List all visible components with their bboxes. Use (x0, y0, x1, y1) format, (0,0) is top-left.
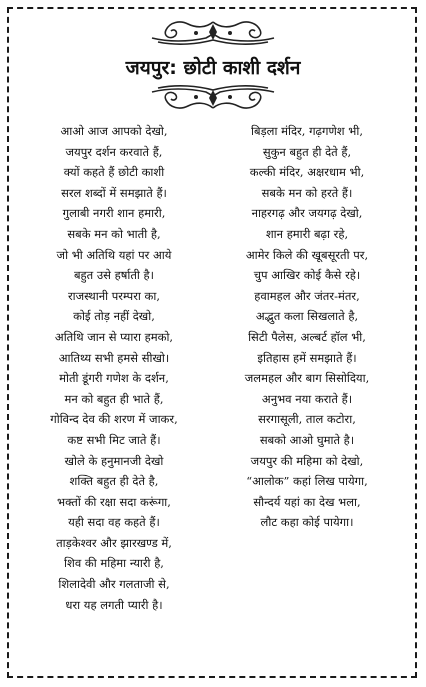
poem-line: शक्ति बहुत ही देते है, (69, 474, 159, 489)
poem-line: सरगासूली, ताल कटोरा, (258, 412, 356, 427)
poem-column-left (14, 121, 214, 615)
poem-line: नाहरगढ़ और जयगढ़ देखो, (251, 206, 363, 221)
poem-line: “आलोक” कहां लिख पायेगा, (246, 474, 368, 489)
poem-line: शिव की महिमा न्यारी है, (64, 556, 164, 571)
poem-line: अनुभव नया कराते हैं। (261, 391, 353, 406)
poem-line: कष्ट सभी मिट जाते हैं। (67, 432, 161, 447)
poem-line: बिड़ला मंदिर, गढ़गणेश भी, (250, 124, 364, 138)
poem-line: सरल शब्दों में समझाते हैं। (61, 185, 167, 200)
poem-line: आतिथ्य सभी हमसे सीखो। (58, 350, 170, 365)
page-title: जयपुर: छोटी काशी दर्शन (125, 57, 301, 79)
poem-line: सबके मन को हरते हैं। (261, 185, 353, 200)
ornament-bottom (0, 84, 426, 114)
poem-line: इतिहास हमें समझाते हैं। (257, 350, 357, 365)
poem-line: जयपुर दर्शन करवाते हैं, (65, 144, 163, 159)
poem-line: गोविन्द देव की शरण में जाकर, (50, 412, 178, 427)
poem-line: शिलादेवी और गलताजी से, (58, 577, 170, 592)
poem-line: मन को बहुत ही भाते हैं, (64, 391, 164, 406)
poem-line: जलमहल और बाग सिसोदिया, (244, 371, 370, 386)
poem-line: जयपुर की महिमा को देखो, (250, 453, 364, 468)
poem-line: क्यों कहते हैं छोटी काशी (63, 165, 165, 180)
scroll-ornament-icon (148, 18, 278, 46)
poem-column-right (207, 121, 407, 533)
poem-line: गुलाबी नगरी शान हमारी, (62, 206, 166, 221)
poem-line: मोती डूंगरी गणेश के दर्शन, (59, 371, 169, 386)
poem-line: कोई तोड़ नहीं देखो, (73, 309, 155, 324)
poem-line: हवामहल और जंतर-मंतर, (254, 288, 360, 303)
poem-line: खोले के हनुमानजी देखो (64, 453, 164, 468)
poem-line: अतिथि जान से प्यारा हमको, (54, 329, 174, 344)
poem-line: लौट कहा कोई पायेगा। (260, 515, 354, 530)
poem-line: सबको आओ घुमाते है। (259, 432, 355, 447)
poem-line: चुप आखिर कोई कैसे रहे। (253, 268, 361, 283)
poem-line: अद्भुत कला सिखलाते है, (255, 309, 359, 324)
scroll-ornament-icon (148, 84, 278, 112)
poem-line: जो भी अतिथि यहां पर आये (56, 247, 172, 262)
ornament-top (0, 18, 426, 48)
poem-line: बहुत उसे हर्षाती है। (73, 268, 154, 283)
poem-line: आमेर किले की खूबसूरती पर, (245, 247, 369, 262)
poem-line: धरा यह लगती प्यारी है। (65, 597, 163, 612)
poem-line: सिटी पैलेस, अल्बर्ट हॉल भी, (248, 329, 366, 344)
poem-line: यही सदा वह कहते हैं। (68, 515, 160, 530)
poem-line: सबके मन को भाती है, (67, 226, 161, 241)
poem-line: आओ आज आपको देखो, (60, 124, 168, 138)
poem-line: सुकुन बहुत ही देते हैं, (262, 144, 352, 159)
poem-line: भक्तों की रक्षा सदा करूंगा, (57, 494, 171, 509)
poem-line: कल्की मंदिर, अक्षरधाम भी, (249, 165, 365, 180)
poem-line: सौन्दर्य यहां का देख भला, (253, 494, 361, 509)
poem-line: शान हमारी बढ़ा रहे, (265, 226, 349, 241)
poem-line: ताड़केश्वर और झारखण्ड में, (56, 535, 172, 550)
poem-line: राजस्थानी परम्परा का, (67, 288, 161, 303)
